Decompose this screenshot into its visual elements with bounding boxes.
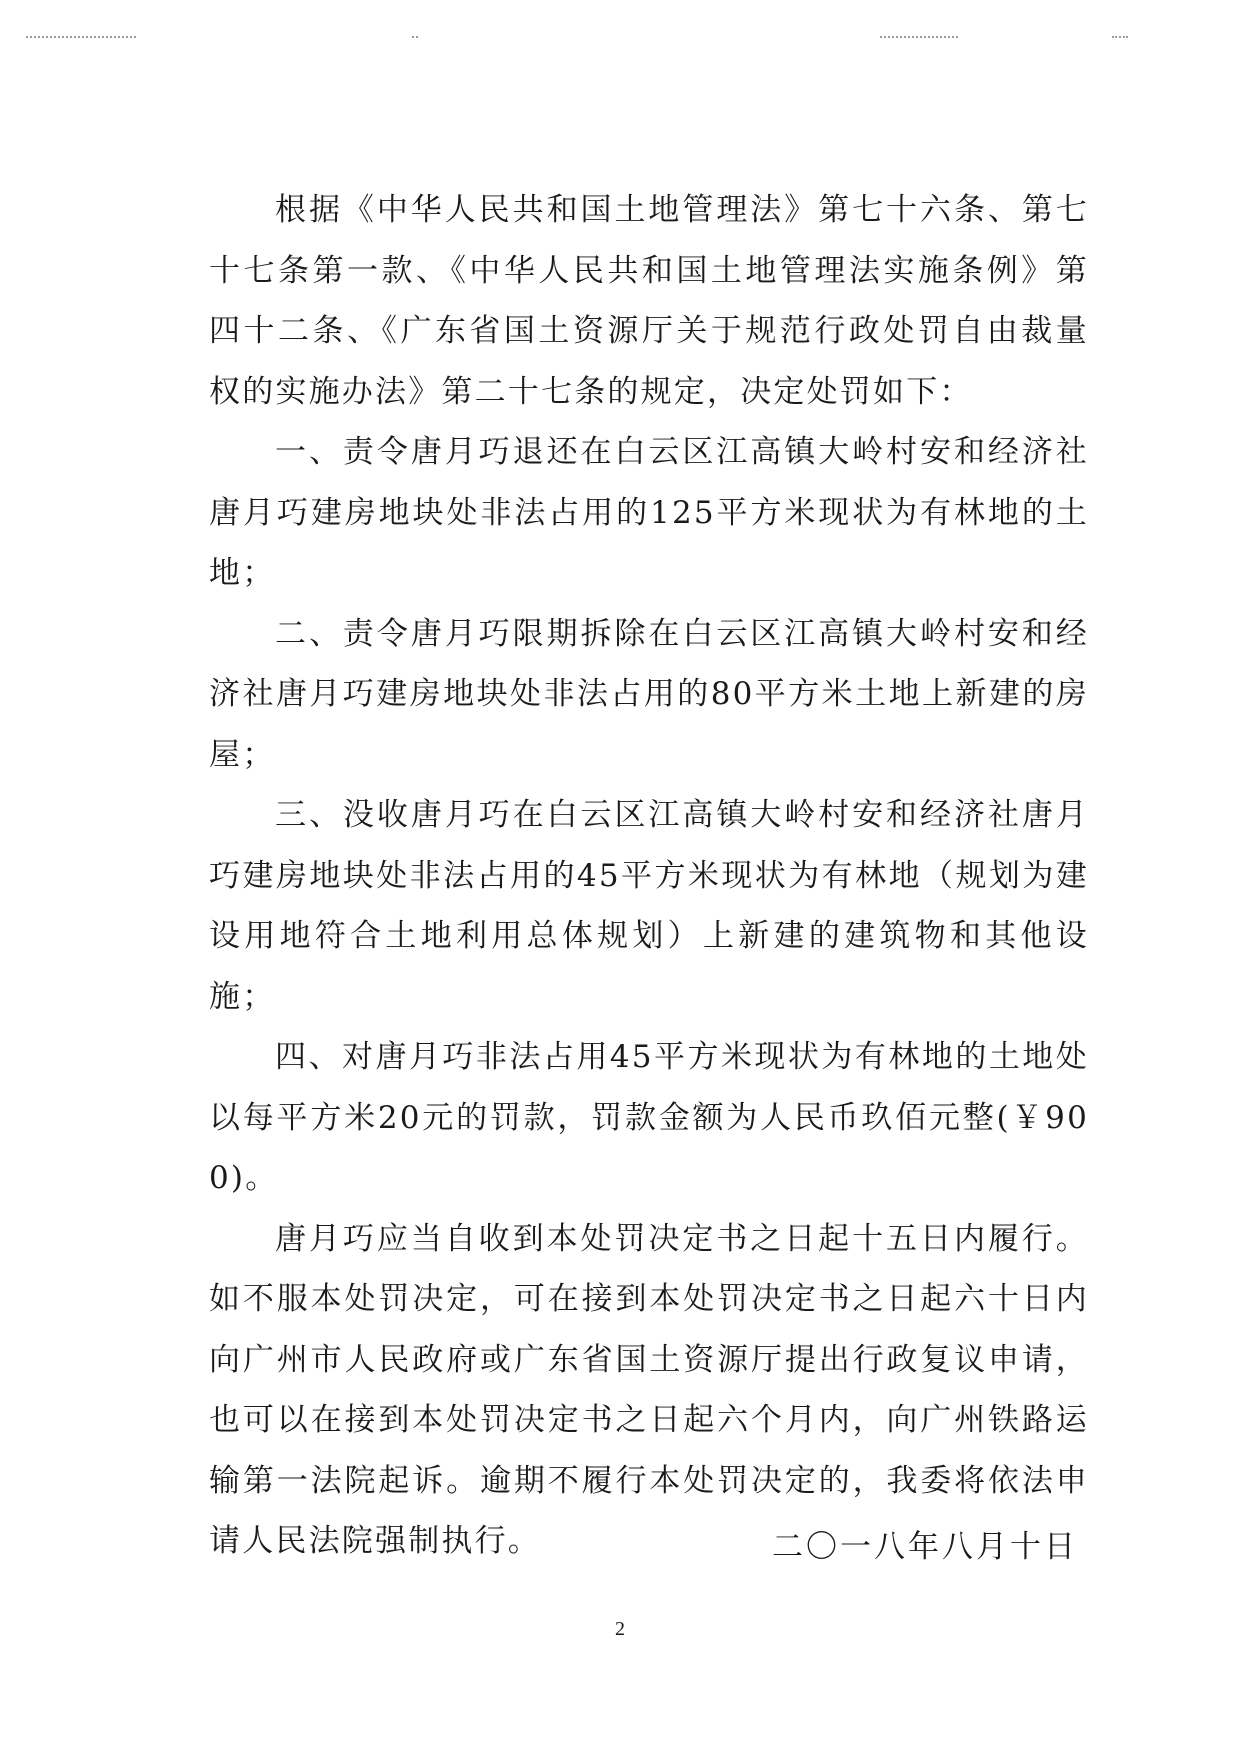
appeal-notice-paragraph: 唐月巧应当自收到本处罚决定书之日起十五日内履行。如不服本处罚决定，可在接到本处罚决定书之日起六十日内向广州市人民政府或广东省国土资源厅提出行政复议申请，也可以在接到本处罚决定书之日起六个月内，向广州铁路运输第一法院起诉。逾期不履行本处罚决定的，我委将依法申请人民法院强制执行。	[209, 1220, 1089, 1559]
scan-speck	[412, 36, 418, 40]
document-body	[209, 180, 1089, 1572]
scan-speck	[880, 36, 958, 40]
penalty-item-2: 二、责令唐月巧限期拆除在白云区江高镇大岭村安和经济社唐月巧建房地块处非法占用的80平方米土地上新建的房屋；	[209, 615, 1089, 773]
penalty-item-4: 四、对唐月巧非法占用45平方米现状为有林地的土地处以每平方米20元的罚款，罚款金额为人民币玖佰元整(￥900)。	[209, 1039, 1089, 1196]
legal-basis-paragraph: 根据《中华人民共和国土地管理法》第七十六条、第七十七条第一款、《中华人民共和国土地管理法实施条例》第四十二条、《广东省国土资源厅关于规范行政处罚自由裁量权的实施办法》第二十七条的规定，决定处罚如下：	[209, 192, 1089, 410]
scan-artifacts	[0, 34, 1240, 40]
penalty-item-3: 三、没收唐月巧在白云区江高镇大岭村安和经济社唐月巧建房地块处非法占用的45平方米现状为有林地（规划为建设用地符合土地利用总体规划）上新建的建筑物和其他设施；	[209, 797, 1089, 1015]
document-date: 二〇一八年八月十日	[772, 1529, 1078, 1565]
page-number: 2	[615, 1618, 625, 1640]
scan-speck	[26, 36, 136, 40]
penalty-item-1: 一、责令唐月巧退还在白云区江高镇大岭村安和经济社唐月巧建房地块处非法占用的125平方米现状为有林地的土地；	[209, 434, 1089, 591]
scan-speck	[1112, 36, 1128, 40]
